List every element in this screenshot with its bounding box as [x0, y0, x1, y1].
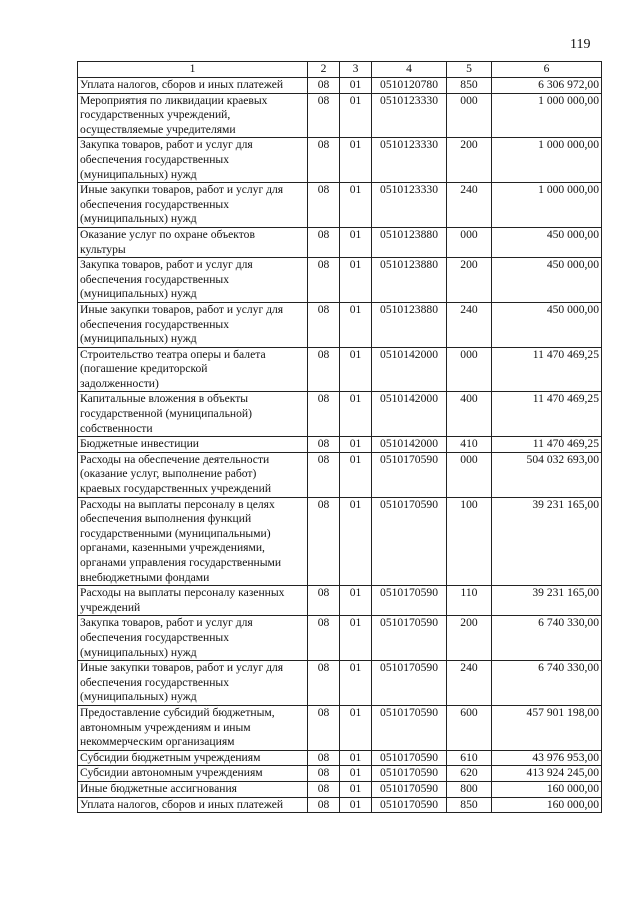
table-row	[78, 781, 602, 797]
amount-cell: 6 740 330,00	[492, 616, 602, 661]
column-header-2: 2	[308, 62, 340, 78]
expense-name-cell: Предоставление субсидий бюджетным, автономным учреждениям и иным некоммерческим организациям	[78, 705, 308, 750]
table-row	[78, 705, 602, 750]
section-code-cell: 08	[308, 227, 340, 257]
section-code-cell: 08	[308, 497, 340, 586]
expense-type-cell: 240	[447, 661, 492, 706]
table-body	[78, 78, 602, 813]
subsection-code-cell: 01	[340, 586, 372, 616]
section-code-cell: 08	[308, 93, 340, 138]
expense-type-cell: 000	[447, 452, 492, 497]
table-row	[78, 302, 602, 347]
table-row	[78, 138, 602, 183]
amount-cell: 160 000,00	[492, 781, 602, 797]
subsection-code-cell: 01	[340, 437, 372, 453]
table-row	[78, 452, 602, 497]
section-code-cell: 08	[308, 616, 340, 661]
expense-name-cell: Бюджетные инвестиции	[78, 437, 308, 453]
amount-cell: 450 000,00	[492, 302, 602, 347]
section-code-cell: 08	[308, 705, 340, 750]
target-article-cell: 0510170590	[372, 781, 447, 797]
amount-cell: 1 000 000,00	[492, 183, 602, 228]
subsection-code-cell: 01	[340, 452, 372, 497]
target-article-cell: 0510170590	[372, 497, 447, 586]
section-code-cell: 08	[308, 302, 340, 347]
target-article-cell: 0510120780	[372, 78, 447, 94]
amount-cell: 413 924 245,00	[492, 766, 602, 782]
expense-name-cell: Иные закупки товаров, работ и услуг для обеспечения государственных (муниципальных) нужд	[78, 302, 308, 347]
table-row	[78, 392, 602, 437]
amount-cell: 1 000 000,00	[492, 138, 602, 183]
expense-type-cell: 620	[447, 766, 492, 782]
expense-type-cell: 850	[447, 78, 492, 94]
expense-type-cell: 600	[447, 705, 492, 750]
section-code-cell: 08	[308, 138, 340, 183]
amount-cell: 457 901 198,00	[492, 705, 602, 750]
section-code-cell: 08	[308, 437, 340, 453]
table-header-row	[78, 62, 602, 78]
subsection-code-cell: 01	[340, 661, 372, 706]
expense-type-cell: 000	[447, 227, 492, 257]
subsection-code-cell: 01	[340, 258, 372, 303]
subsection-code-cell: 01	[340, 78, 372, 94]
subsection-code-cell: 01	[340, 750, 372, 766]
table-row	[78, 586, 602, 616]
target-article-cell: 0510170590	[372, 750, 447, 766]
expense-name-cell: Закупка товаров, работ и услуг для обеспечения государственных (муниципальных) нужд	[78, 616, 308, 661]
expense-name-cell: Уплата налогов, сборов и иных платежей	[78, 78, 308, 94]
expense-name-cell: Иные закупки товаров, работ и услуг для обеспечения государственных (муниципальных) нужд	[78, 183, 308, 228]
expense-type-cell: 850	[447, 797, 492, 813]
target-article-cell: 0510142000	[372, 392, 447, 437]
expense-name-cell: Расходы на выплаты персоналу в целях обеспечения выполнения функций государственными (муниципальными) органами, казенными учреждениями, органами управления государственными внебюджетными фондами	[78, 497, 308, 586]
table-row	[78, 497, 602, 586]
section-code-cell: 08	[308, 750, 340, 766]
amount-cell: 6 306 972,00	[492, 78, 602, 94]
table-row	[78, 93, 602, 138]
table-row	[78, 766, 602, 782]
expense-type-cell: 000	[447, 347, 492, 392]
expense-name-cell: Расходы на обеспечение деятельности (оказание услуг, выполнение работ) краевых государственных учреждений	[78, 452, 308, 497]
expense-name-cell: Строительство театра оперы и балета (погашение кредиторской задолженности)	[78, 347, 308, 392]
subsection-code-cell: 01	[340, 138, 372, 183]
expense-type-cell: 610	[447, 750, 492, 766]
table-row	[78, 78, 602, 94]
amount-cell: 450 000,00	[492, 258, 602, 303]
expense-type-cell: 000	[447, 93, 492, 138]
target-article-cell: 0510170590	[372, 766, 447, 782]
amount-cell: 450 000,00	[492, 227, 602, 257]
subsection-code-cell: 01	[340, 797, 372, 813]
target-article-cell: 0510170590	[372, 452, 447, 497]
budget-table	[77, 61, 602, 813]
expense-type-cell: 240	[447, 183, 492, 228]
amount-cell: 43 976 953,00	[492, 750, 602, 766]
target-article-cell: 0510123330	[372, 183, 447, 228]
subsection-code-cell: 01	[340, 497, 372, 586]
table-row	[78, 750, 602, 766]
subsection-code-cell: 01	[340, 616, 372, 661]
column-header-3: 3	[340, 62, 372, 78]
expense-type-cell: 110	[447, 586, 492, 616]
section-code-cell: 08	[308, 781, 340, 797]
table-row	[78, 437, 602, 453]
expense-name-cell: Оказание услуг по охране объектов культуры	[78, 227, 308, 257]
column-header-1: 1	[78, 62, 308, 78]
target-article-cell: 0510142000	[372, 347, 447, 392]
subsection-code-cell: 01	[340, 781, 372, 797]
table-row	[78, 183, 602, 228]
amount-cell: 11 470 469,25	[492, 347, 602, 392]
expense-type-cell: 200	[447, 138, 492, 183]
target-article-cell: 0510170590	[372, 661, 447, 706]
expense-type-cell: 100	[447, 497, 492, 586]
page-number: 119	[570, 37, 591, 52]
amount-cell: 39 231 165,00	[492, 497, 602, 586]
table-row	[78, 258, 602, 303]
column-header-5: 5	[447, 62, 492, 78]
subsection-code-cell: 01	[340, 392, 372, 437]
subsection-code-cell: 01	[340, 183, 372, 228]
amount-cell: 6 740 330,00	[492, 661, 602, 706]
subsection-code-cell: 01	[340, 93, 372, 138]
subsection-code-cell: 01	[340, 302, 372, 347]
target-article-cell: 0510123880	[372, 227, 447, 257]
expense-type-cell: 200	[447, 258, 492, 303]
section-code-cell: 08	[308, 183, 340, 228]
expense-type-cell: 410	[447, 437, 492, 453]
column-header-4: 4	[372, 62, 447, 78]
expense-name-cell: Субсидии бюджетным учреждениям	[78, 750, 308, 766]
amount-cell: 160 000,00	[492, 797, 602, 813]
section-code-cell: 08	[308, 258, 340, 303]
table-row	[78, 227, 602, 257]
column-header-6: 6	[492, 62, 602, 78]
expense-name-cell: Иные бюджетные ассигнования	[78, 781, 308, 797]
target-article-cell: 0510142000	[372, 437, 447, 453]
section-code-cell: 08	[308, 797, 340, 813]
amount-cell: 39 231 165,00	[492, 586, 602, 616]
section-code-cell: 08	[308, 78, 340, 94]
amount-cell: 1 000 000,00	[492, 93, 602, 138]
expense-name-cell: Закупка товаров, работ и услуг для обеспечения государственных (муниципальных) нужд	[78, 258, 308, 303]
expense-name-cell: Мероприятия по ликвидации краевых государственных учреждений, осуществляемые учредителями	[78, 93, 308, 138]
subsection-code-cell: 01	[340, 766, 372, 782]
table-row	[78, 661, 602, 706]
target-article-cell: 0510123880	[372, 302, 447, 347]
table-row	[78, 797, 602, 813]
expense-name-cell: Расходы на выплаты персоналу казенных учреждений	[78, 586, 308, 616]
expense-type-cell: 400	[447, 392, 492, 437]
target-article-cell: 0510170590	[372, 616, 447, 661]
section-code-cell: 08	[308, 586, 340, 616]
amount-cell: 11 470 469,25	[492, 392, 602, 437]
expense-type-cell: 240	[447, 302, 492, 347]
expense-name-cell: Иные закупки товаров, работ и услуг для обеспечения государственных (муниципальных) нужд	[78, 661, 308, 706]
target-article-cell: 0510123330	[372, 93, 447, 138]
table-row	[78, 616, 602, 661]
subsection-code-cell: 01	[340, 347, 372, 392]
section-code-cell: 08	[308, 392, 340, 437]
expense-type-cell: 800	[447, 781, 492, 797]
section-code-cell: 08	[308, 661, 340, 706]
target-article-cell: 0510170590	[372, 586, 447, 616]
expense-name-cell: Субсидии автономным учреждениям	[78, 766, 308, 782]
section-code-cell: 08	[308, 766, 340, 782]
expense-name-cell: Капитальные вложения в объекты государственной (муниципальной) собственности	[78, 392, 308, 437]
amount-cell: 504 032 693,00	[492, 452, 602, 497]
table-row	[78, 347, 602, 392]
target-article-cell: 0510170590	[372, 705, 447, 750]
expense-name-cell: Уплата налогов, сборов и иных платежей	[78, 797, 308, 813]
amount-cell: 11 470 469,25	[492, 437, 602, 453]
subsection-code-cell: 01	[340, 227, 372, 257]
target-article-cell: 0510170590	[372, 797, 447, 813]
expense-name-cell: Закупка товаров, работ и услуг для обеспечения государственных (муниципальных) нужд	[78, 138, 308, 183]
section-code-cell: 08	[308, 347, 340, 392]
section-code-cell: 08	[308, 452, 340, 497]
subsection-code-cell: 01	[340, 705, 372, 750]
target-article-cell: 0510123880	[372, 258, 447, 303]
expense-type-cell: 200	[447, 616, 492, 661]
target-article-cell: 0510123330	[372, 138, 447, 183]
